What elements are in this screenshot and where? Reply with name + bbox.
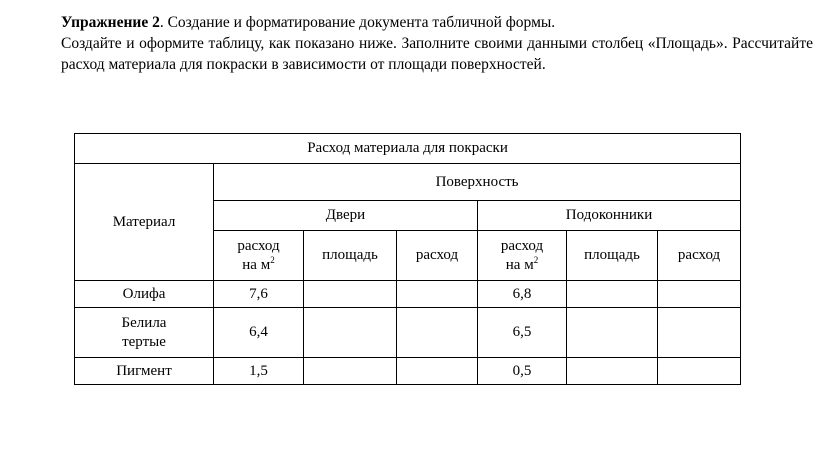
doors-rate-cell: 7,6 (214, 281, 304, 308)
sills-area-cell[interactable] (567, 358, 658, 385)
material-header: Материал (75, 164, 214, 281)
doors-rate-header: расход на $м^2$ (214, 231, 304, 281)
sills-consumption-cell[interactable] (658, 281, 741, 308)
doors-consumption-header: расход (397, 231, 478, 281)
doors-consumption-cell[interactable] (397, 281, 478, 308)
sills-header: Подоконники (478, 201, 741, 231)
doors-rate-cell: 1,5 (214, 358, 304, 385)
sills-rate-cell: 0,5 (478, 358, 567, 385)
doors-consumption-cell[interactable] (397, 358, 478, 385)
exercise-label: Упражнение 2 (61, 14, 160, 31)
doors-header: Двери (214, 201, 478, 231)
sills-area-cell[interactable] (567, 308, 658, 358)
doors-consumption-cell[interactable] (397, 308, 478, 358)
sills-consumption-header: расход (658, 231, 741, 281)
exercise-title: . Создание и форматирование документа табличной формы. (159, 14, 556, 31)
table-row (75, 358, 741, 385)
sills-rate-cell: 6,5 (478, 308, 567, 358)
sills-rate-header: расход на $м^2$ (478, 231, 567, 281)
exercise-instructions: Создайте и оформите таблицу, как показано ниже. Заполните своими данными столбец «Площадь». Рассчитайте расход материала для покраски в зависимости от площади поверхностей. (61, 35, 813, 73)
material-cell: Пигмент (75, 358, 214, 385)
doors-area-cell[interactable] (304, 358, 397, 385)
sills-consumption-cell[interactable] (658, 358, 741, 385)
exercise-heading (33, 12, 813, 33)
doors-rate-cell: 6,4 (214, 308, 304, 358)
table-row (75, 281, 741, 308)
table-row (75, 308, 741, 358)
sills-area-cell[interactable] (567, 281, 658, 308)
sills-rate-cell: 6,8 (478, 281, 567, 308)
material-cell: Олифа (75, 281, 214, 308)
surface-header: Поверхность (214, 164, 741, 201)
sills-consumption-cell[interactable] (658, 308, 741, 358)
paint-consumption-table (74, 133, 741, 385)
material-cell: Белила тертые (75, 308, 214, 358)
doors-area-cell[interactable] (304, 308, 397, 358)
doors-area-header: площадь (304, 231, 397, 281)
doors-area-cell[interactable] (304, 281, 397, 308)
table-title: Расход материала для покраски (75, 134, 741, 164)
sills-area-header: площадь (567, 231, 658, 281)
